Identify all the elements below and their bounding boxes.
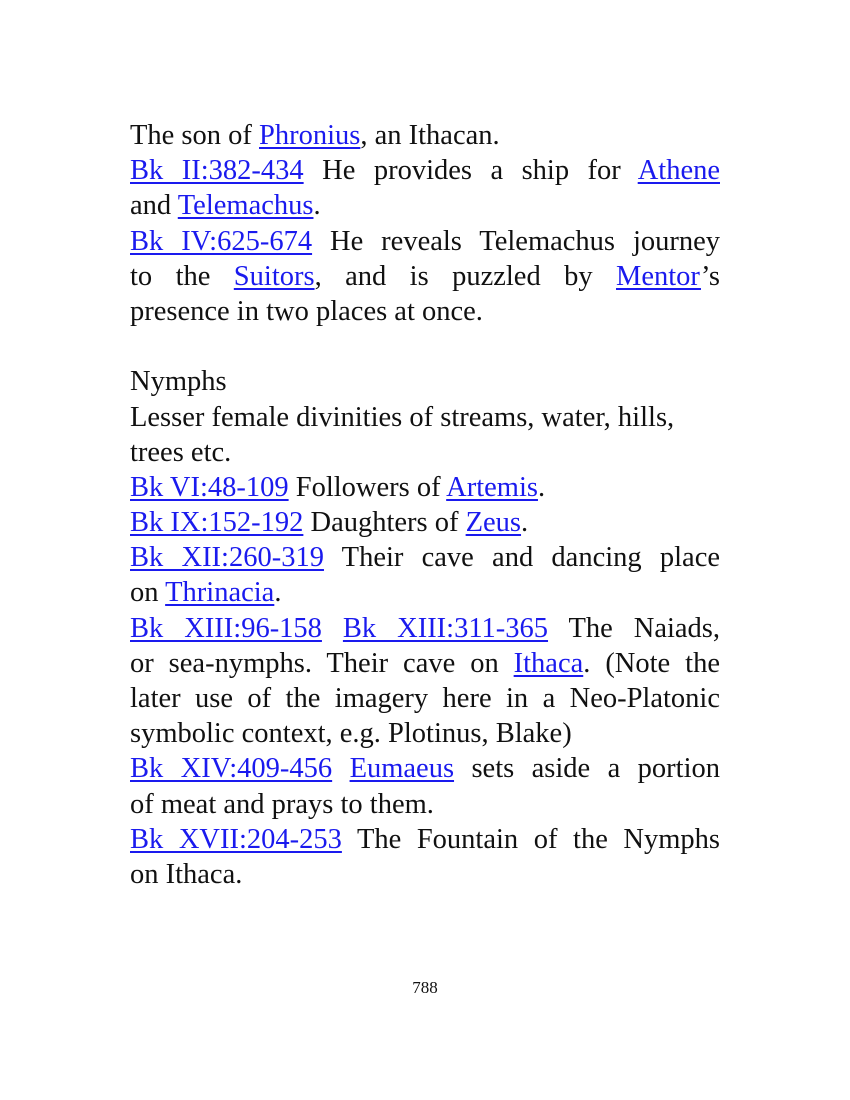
link-bk-xvii-204-253[interactable]: Bk XVII:204-253 [130, 823, 342, 855]
text: , and is puzzled by [314, 260, 616, 292]
link-bk-ii-382-434[interactable]: Bk II:382-434 [130, 155, 304, 187]
text: . [537, 471, 546, 503]
link-ithaca[interactable]: Ithaca [513, 647, 584, 679]
text-line: symbolic context, e.g. Plotinus, Blake) [130, 718, 572, 750]
link-suitors[interactable]: Suitors [233, 260, 315, 292]
text-line: of meat and prays to them. [130, 788, 434, 820]
text-line: on Ithaca. [130, 858, 243, 890]
text: . [521, 507, 529, 539]
text: . [313, 190, 321, 222]
entry-heading: Nymphs [130, 366, 227, 398]
text: He reveals Telemachus journey [312, 225, 720, 257]
link-phronius[interactable]: Phronius [259, 120, 361, 151]
link-artemis[interactable]: Artemis [446, 471, 538, 503]
text: or sea-nymphs. Their cave on [130, 647, 514, 679]
page-number: 788 [412, 978, 438, 997]
link-mentor[interactable]: Mentor [616, 260, 701, 292]
text: to the [130, 260, 234, 292]
text-line: trees etc. [130, 436, 232, 468]
text-line: Lesser female divinities of streams, water, hills, [130, 401, 675, 433]
text: The Fountain of the Nymphs [341, 823, 720, 855]
link-telemachus[interactable]: Telemachus [177, 190, 314, 222]
text-line [130, 153, 720, 188]
link-eumaeus[interactable]: Eumaeus [349, 753, 455, 785]
text: The Naiads, [548, 612, 720, 644]
spacer [130, 329, 720, 364]
link-bk-ix-152-192[interactable]: Bk IX:152-192 [130, 507, 304, 539]
text: He provides a ship for [303, 155, 638, 187]
text-line [130, 540, 720, 575]
text-line [130, 224, 720, 259]
text: The son of [130, 120, 260, 151]
text-line [130, 611, 720, 646]
link-bk-iv-625-674[interactable]: Bk IV:625-674 [130, 225, 313, 257]
text-line [130, 646, 720, 681]
text: . [274, 577, 282, 609]
link-thrinacia[interactable]: Thrinacia [165, 577, 275, 609]
text-line [130, 751, 720, 786]
text-line [130, 188, 720, 223]
text-line [130, 470, 720, 505]
link-bk-vi-48-109[interactable]: Bk VI:48-109 [130, 471, 289, 503]
text-line [130, 259, 720, 294]
text: Daughters of [303, 507, 466, 539]
text-line: presence in two places at once. [130, 295, 483, 327]
text-line [130, 118, 720, 153]
page-body [130, 118, 720, 892]
text: Their cave and dancing place [323, 542, 720, 574]
link-bk-xiii-96-158[interactable]: Bk XIII:96-158 [130, 612, 322, 644]
text: and [130, 190, 178, 222]
text: on [130, 577, 166, 609]
link-bk-xiii-311-365[interactable]: Bk XIII:311-365 [342, 612, 549, 644]
link-bk-xiv-409-456[interactable]: Bk XIV:409-456 [130, 753, 333, 785]
text-line [130, 505, 720, 540]
text-line: later use of the imagery here in a Neo-Platonic [130, 683, 720, 714]
text: ’s [700, 260, 720, 292]
text: . (Note the [583, 647, 720, 679]
link-athene[interactable]: Athene [637, 155, 720, 187]
text-line [130, 575, 720, 610]
text: sets aside a portion [454, 753, 720, 785]
text: Followers of [288, 471, 447, 503]
link-bk-xii-260-319[interactable]: Bk XII:260-319 [130, 542, 324, 574]
text-line [130, 822, 720, 857]
link-zeus[interactable]: Zeus [465, 507, 522, 539]
text: , an Ithacan. [360, 120, 500, 151]
